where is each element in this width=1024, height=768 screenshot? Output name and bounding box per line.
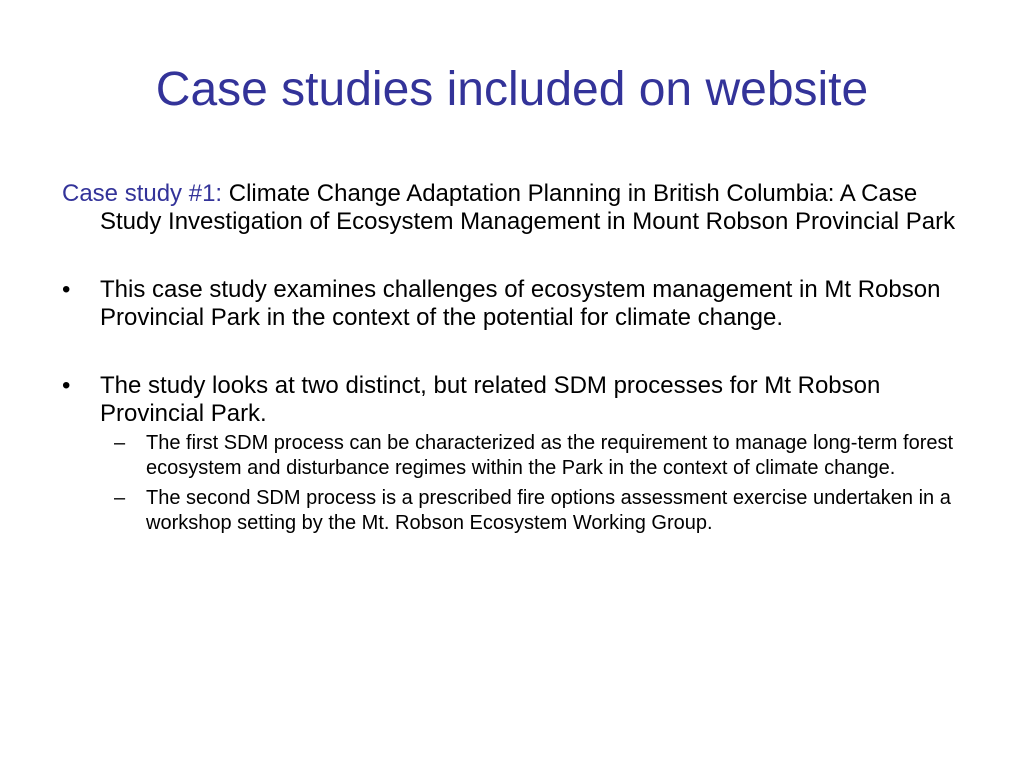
dash-marker: – (114, 487, 126, 509)
case-study-label: Case study #1: (62, 180, 223, 207)
sub-bullet-list (62, 431, 972, 536)
sub-bullet-text: The first SDM process can be characterized as the requirement to manage long-term forest ecosystem and disturbance regimes within the Park in the context of climate change. (146, 432, 954, 479)
dash-marker: – (114, 432, 126, 454)
bullet-text: This case study examines challenges of ecosystem management in Mt Robson Provincial Park in the context of the potential for climate change. (100, 276, 941, 331)
bullet-marker: • (62, 372, 71, 399)
sub-bullet-item (114, 431, 972, 481)
case-study-title: Climate Change Adaptation Planning in British Columbia: A Case Study Investigation of Ecosystem Management in Mount Robson Provincial Park (100, 180, 956, 235)
sub-bullet-text: The second SDM process is a prescribed fire options assessment exercise undertaken in a workshop setting by the Mt. Robson Ecosystem Working Group. (146, 487, 951, 534)
bullet-marker: • (62, 276, 71, 303)
bullet-item (62, 372, 972, 428)
case-study-heading (62, 180, 972, 236)
slide-title: Case studies included on website (155, 63, 869, 116)
bullet-item (62, 276, 972, 332)
sub-bullet-item (114, 486, 972, 536)
slide-content (62, 180, 972, 541)
bullet-text: The study looks at two distinct, but related SDM processes for Mt Robson Provincial Park. (100, 372, 881, 427)
